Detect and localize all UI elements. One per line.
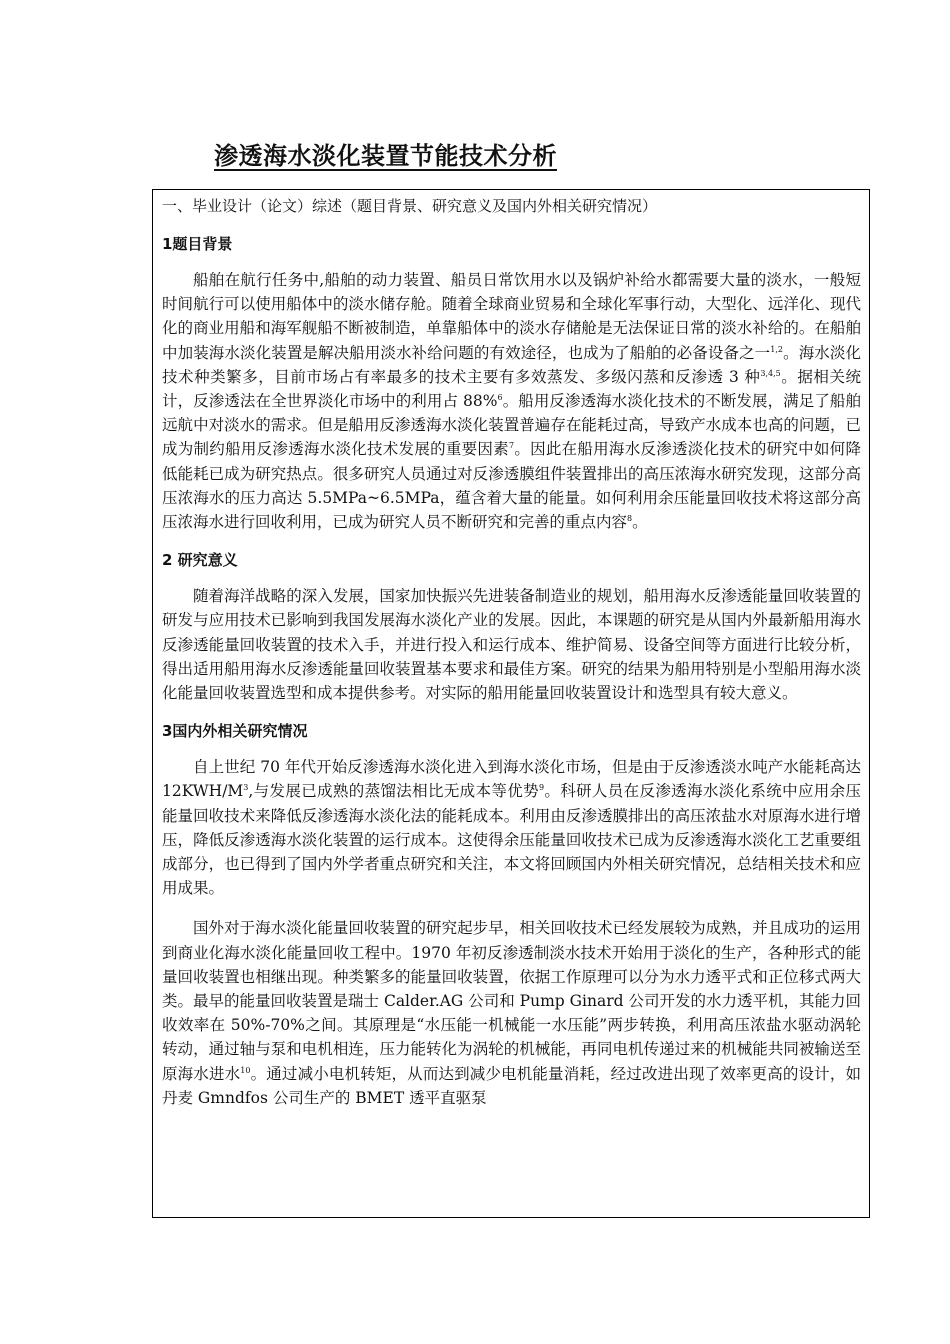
document-title: 渗透海水淡化装置节能技术分析 xyxy=(214,142,557,170)
section-heading-significance: 2 研究意义 xyxy=(162,551,238,570)
paragraph-text: 。海水淡化技术种类繁多，目前市场占有率最多的技术主要有多效蒸发、多级闪蒸和反渗透 3 种 xyxy=(162,343,861,386)
paragraph-text: 。通过减小电机转矩，从而达到减少电机能量消耗，经过改进出现了效率更高的设计，如丹麦 Gmndfos 公司生产的 BMET 透平直驱泵 xyxy=(162,1064,861,1107)
paragraph-text: ,与发展已成熟的蒸馏法相比无成本等优势 xyxy=(248,782,539,801)
section-heading-related-research: 3国内外相关研究情况 xyxy=(162,722,308,741)
paragraph xyxy=(162,584,861,705)
paragraph-text: 船舶在航行任务中,船舶的动力装置、船员日常饮用水以及锅炉补给水都需要大量的淡水，一般短时间航行可以使用船体中的淡水储存舱。随着全球商业贸易和全球化军事行动，大型化、远洋化、现代化的商业用船和海军舰船不断被制造，单靠船体中的淡水存储舱是无法保证日常的淡水补给的。在船舶中加装海水淡化装置是解决船用淡水补给问题的有效途径，也成为了船舶的必备设备之一 xyxy=(162,271,861,362)
review-box xyxy=(152,189,870,1218)
citation-ref: 6 xyxy=(497,392,503,402)
paragraph xyxy=(162,268,861,534)
citation-ref: 3 xyxy=(243,783,249,793)
citation-ref: 3,4,5 xyxy=(760,368,781,378)
citation-ref: 8 xyxy=(627,513,633,523)
paragraph-text: 。据相关统计，反渗透法在全世界淡化市场中的利用占 88% xyxy=(162,367,861,411)
paragraph-text: 随着海洋战略的深入发展，国家加快振兴先进装备制造业的规划，船用海水反渗透能量回收装置的研发与应用技术已影响到我国发展海水淡化产业的发展。因此，本课题的研究是从国内外最新船用海水反渗透能量回收装置的技术入手，并进行投入和运行成本、维护简易、设备空间等方面进行比较分析，得出适用船用海水反渗透能量回收装置基本要求和最佳方案。研究的结果为船用特别是小型船用海水淡化能量回收装置选型和成本提供参考。对实际的船用能量回收装置设计和选型具有较大意义。 xyxy=(162,587,861,703)
paragraph-text: 。因此在船用海水反渗透淡化技术的研究中如何降低能耗已成为研究热点。很多研究人员通过对反渗透膜组件装置排出的高压浓海水研究发现，这部分高压浓海水的压力高达 5.5MPa~6.5MPa，蕴含着大量的能量。如何利用余压能量回收技术将这部分高压浓海水进行回收利用，已成为研究人员不断研究和完善的重点内容 xyxy=(162,440,861,532)
citation-ref: 10 xyxy=(240,1065,251,1075)
paragraph-text: 自上世纪 70 年代开始反渗透海水淡化进入到海水淡化市场，但是由于反渗透淡水吨产水能耗高达 12KWH/M xyxy=(162,758,861,801)
paragraph xyxy=(162,755,861,900)
paragraph-text: 。科研人员在反渗透海水淡化系统中应用余压能量回收技术来降低反渗透海水淡化法的能耗成本。利用由反渗透膜排出的高压浓盐水对原海水进行增压，降低反渗透海水淡化装置的运行成本。这使得余压能量回收技术已成为反渗透海水淡化工艺重要组成部分，也已得到了国内外学者重点研究和关注，本文将回顾国内外相关研究情况，总结相关技术和应用成果。 xyxy=(162,782,861,898)
citation-ref: 1,2 xyxy=(770,344,783,354)
paragraph-text: 国外对于海水淡化能量回收装置的研究起步早，相关回收技术已经发展较为成熟，并且成功的运用到商业化海水淡化能量回收工程中。1970 年初反渗透制淡水技术开始用于淡化的生产，各种形式的能量回收装置也相继出现。种类繁多的能量回收装置，依据工作原理可以分为水力透平式和正位移式两大类。最早的能量回收装置是瑞士 Calder.AG 公司和 Pump Ginard 公司开发的水力透平机，其能力回收效率在 50%-70%之间。其原理是“水压能一机械能一水压能”两步转换，利用高压浓盐水驱动涡轮转动，通过轴与泵和电机相连，压力能转化为涡轮的机械能，再同电机传递过来的机械能共同被输送至原海水进水 xyxy=(162,919,861,1083)
citation-ref: 7 xyxy=(508,441,515,451)
section-heading-background: 1题目背景 xyxy=(162,235,233,253)
box-header: 一、毕业设计（论文）综述（题目背景、研究意义及国内外相关研究情况） xyxy=(162,197,658,215)
paragraph xyxy=(162,916,861,1110)
citation-ref: 9 xyxy=(538,783,545,793)
paragraph-text: 。船用反渗透海水淡化技术的不断发展，满足了船舶远航中对淡水的需求。但是船用反渗透海水淡化装置普遍存在能耗过高，导致产水成本也高的问题，已成为制约船用反渗透海水淡化技术发展的重要因素 xyxy=(162,392,861,459)
paragraph-text: 。 xyxy=(632,513,648,532)
